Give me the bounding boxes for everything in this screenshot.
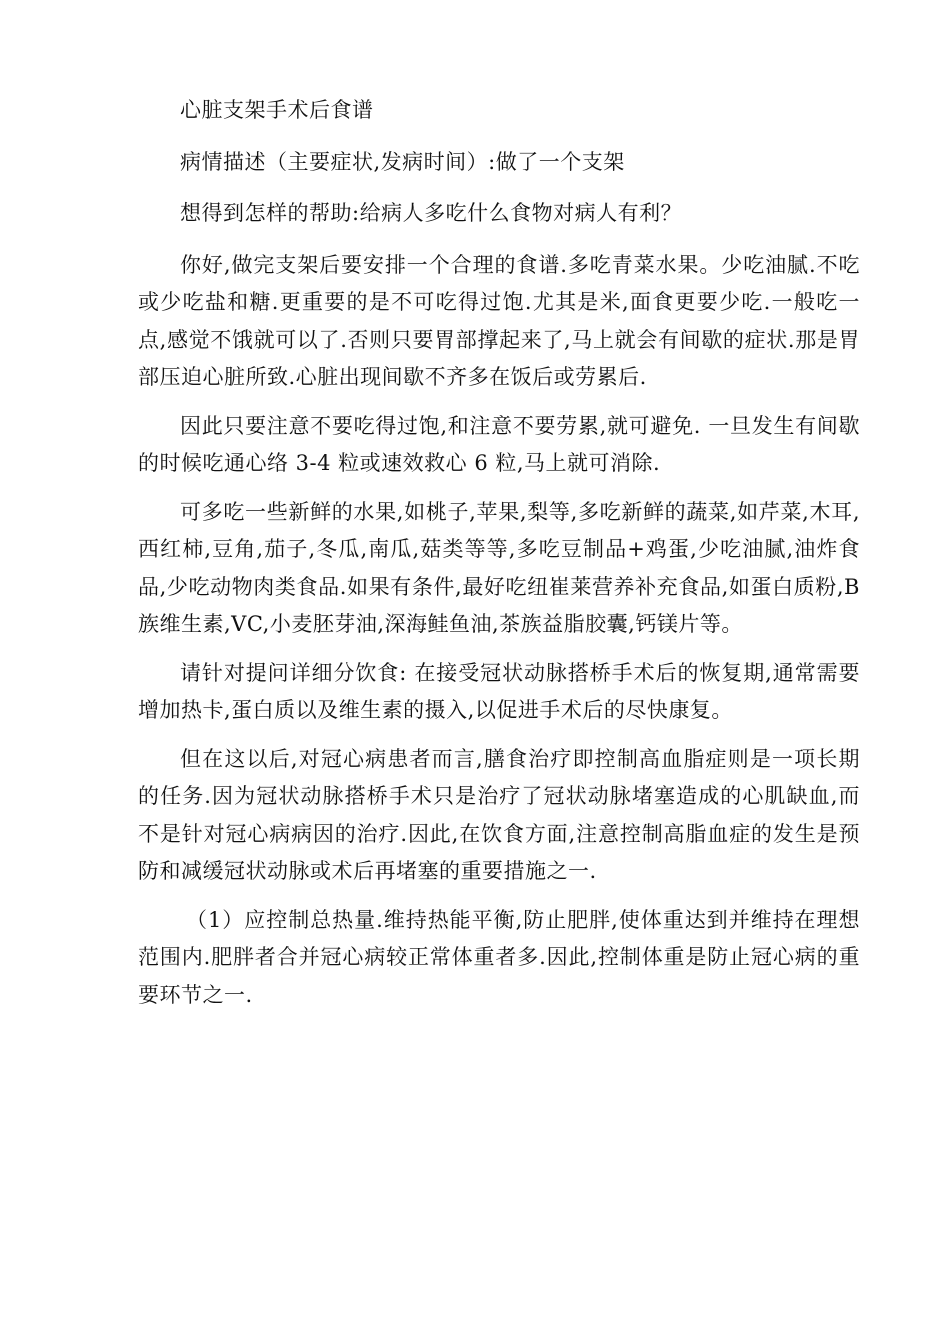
help-question: 想得到怎样的帮助:给病人多吃什么食物对病人有利？ — [180, 201, 683, 225]
paragraph-recovery-diet: 请针对提问详细分饮食: 在接受冠状动脉搭桥手术后的恢复期,通常需要增加热卡,蛋白质以及维生素的摄入,以促进手术后的尽快康复。 — [138, 660, 860, 722]
condition-description: 病情描述（主要症状,发病时间）:做了一个支架 — [180, 149, 625, 174]
document-body — [138, 92, 860, 1025]
paragraph-avoid-overeating: 因此只要注意不要吃得过饱,和注意不要劳累,就可避免. 一旦发生有间歇的时候吃通心络 3-4 粒或速效救心 6 粒,马上就可消除. — [138, 413, 860, 475]
paragraph-recommended-foods: 可多吃一些新鲜的水果,如桃子,苹果,梨等,多吃新鲜的蔬菜,如芹菜,木耳,西红柿,豆角,茄子,冬瓜,南瓜,菇类等等,多吃豆制品+鸡蛋,少吃油腻,油炸食品,少吃动物肉类食品.如果有条件,最好吃纽崔莱营养补充食品,如蛋白质粉,B 族维生素,VC,小麦胚芽油,深海鲑鱼油,茶族益脂胶囊,钙镁片等。 — [138, 499, 860, 636]
document-title: 心脏支架手术后食谱 — [180, 98, 374, 122]
paragraph-item-1: （1）应控制总热量.维持热能平衡,防止肥胖,使体重达到并维持在理想范围内.肥胖者合并冠心病较正常体重者多.因此,控制体重是防止冠心病的重要环节之一. — [138, 907, 860, 1007]
paragraph-diet-advice: 你好,做完支架后要安排一个合理的食谱.多吃青菜水果。少吃油腻.不吃或少吃盐和糖.更重要的是不可吃得过饱.尤其是米,面食更要少吃.一般吃一点,感觉不饿就可以了.否则只要胃部撑起来了,马上就会有间歇的症状.那是胃部压迫心脏所致.心脏出现间歇不齐多在饭后或劳累后. — [138, 252, 860, 389]
paragraph-long-term-diet: 但在这以后,对冠心病患者而言,膳食治疗即控制高血脂症则是一项长期的任务.因为冠状动脉搭桥手术只是治疗了冠状动脉堵塞造成的心肌缺血,而不是针对冠心病病因的治疗.因此,在饮食方面,注意控制高脂血症的发生是预防和减缓冠状动脉或术后再堵塞的重要措施之一. — [138, 746, 860, 883]
